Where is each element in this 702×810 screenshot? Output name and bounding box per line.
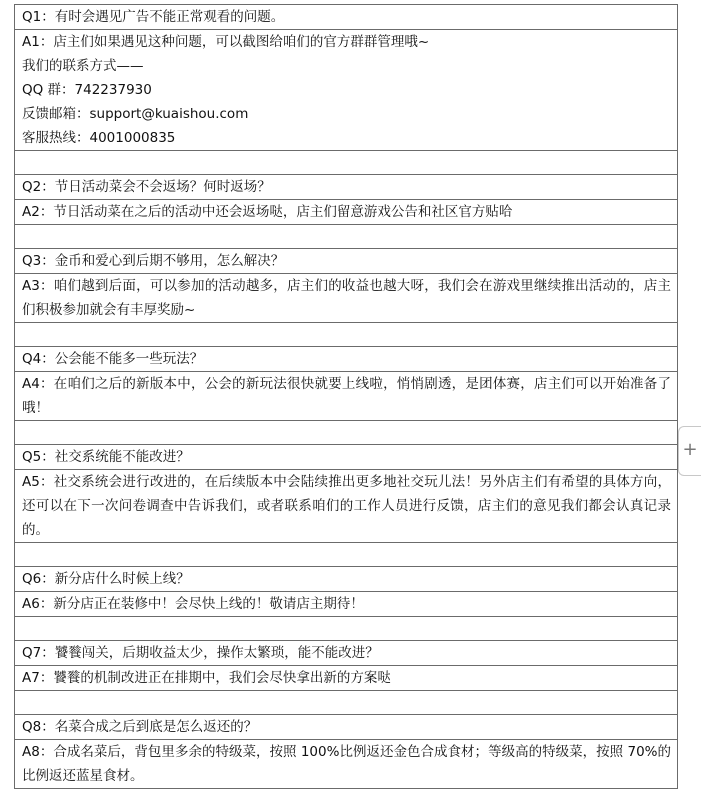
answer-cell: A4：在咱们之后的新版本中，公会的新玩法很快就要上线啦，悄悄剧透，是团体赛，店主们可以开始准备了哦！: [15, 372, 678, 421]
answer-line: 客服热线：4001000835: [22, 130, 176, 146]
answer-cell: A5：社交系统会进行改进的，在后续版本中会陆续推出更多地社交玩儿法！另外店主们有希望的具体方向，还可以在下一次问卷调查中告诉我们，或者联系咱们的工作人员进行反馈，店主们的意见我们都会认真记录的。: [15, 470, 678, 543]
empty-row: [15, 617, 678, 641]
plus-icon: +: [682, 439, 698, 460]
answer-line: 反馈邮箱：support@kuaishou.com: [22, 106, 249, 122]
table-row: [15, 200, 678, 225]
empty-row: [15, 421, 678, 445]
answer-cell: A7：饕餮的机制改进正在排期中，我们会尽快拿出新的方案哒: [15, 666, 678, 691]
empty-cell: [15, 225, 678, 249]
answer-cell: A3：咱们越到后面，可以参加的活动越多，店主们的收益也越大呀，我们会在游戏里继续推出活动的，店主们积极参加就会有丰厚奖励~: [15, 274, 678, 323]
question-cell: Q5：社交系统能不能改进？: [15, 445, 678, 470]
empty-row: [15, 151, 678, 175]
answer-cell: A6：新分店正在装修中！会尽快上线的！敬请店主期待！: [15, 592, 678, 617]
question-cell: Q7：饕餮闯关，后期收益太少，操作太繁琐，能不能改进？: [15, 641, 678, 666]
table-row: [15, 175, 678, 200]
table-row: [15, 592, 678, 617]
table-row: [15, 347, 678, 372]
answer-line: QQ 群：742237930: [22, 82, 152, 98]
table-row: [15, 274, 678, 323]
answer-line: 我们的联系方式——: [22, 58, 144, 74]
table-row: [15, 445, 678, 470]
question-cell: Q2：节日活动菜会不会返场？何时返场？: [15, 175, 678, 200]
empty-cell: [15, 151, 678, 175]
faq-table: [14, 4, 678, 789]
question-cell: Q6：新分店什么时候上线？: [15, 567, 678, 592]
answer-cell: A2：节日活动菜在之后的活动中还会返场哒，店主们留意游戏公告和社区官方贴哈: [15, 200, 678, 225]
answer-line: A1：店主们如果遇见这种问题，可以截图给咱们的官方群群管理哦~: [22, 34, 430, 50]
empty-row: [15, 225, 678, 249]
empty-row: [15, 323, 678, 347]
question-cell: Q3：金币和爱心到后期不够用，怎么解决？: [15, 249, 678, 274]
add-row-button[interactable]: [678, 426, 701, 476]
table-row: [15, 249, 678, 274]
table-row: [15, 5, 678, 30]
answer-cell: A8：合成名菜后，背包里多余的特级菜，按照 100%比例返还金色合成食材；等级高的特级菜，按照 70%的比例返还蓝星食材。: [15, 740, 678, 789]
table-row: [15, 30, 678, 151]
table-row: [15, 740, 678, 789]
table-row: [15, 666, 678, 691]
empty-row: [15, 691, 678, 715]
empty-cell: [15, 543, 678, 567]
empty-cell: [15, 617, 678, 641]
table-row: [15, 470, 678, 543]
empty-cell: [15, 323, 678, 347]
question-cell: Q1：有时会遇见广告不能正常观看的问题。: [15, 5, 678, 30]
question-cell: Q4：公会能不能多一些玩法？: [15, 347, 678, 372]
empty-cell: [15, 691, 678, 715]
table-row: [15, 567, 678, 592]
empty-row: [15, 543, 678, 567]
table-row: [15, 641, 678, 666]
answer-cell: [15, 30, 678, 151]
table-row: [15, 715, 678, 740]
question-cell: Q8：名菜合成之后到底是怎么返还的？: [15, 715, 678, 740]
table-row: [15, 372, 678, 421]
empty-cell: [15, 421, 678, 445]
